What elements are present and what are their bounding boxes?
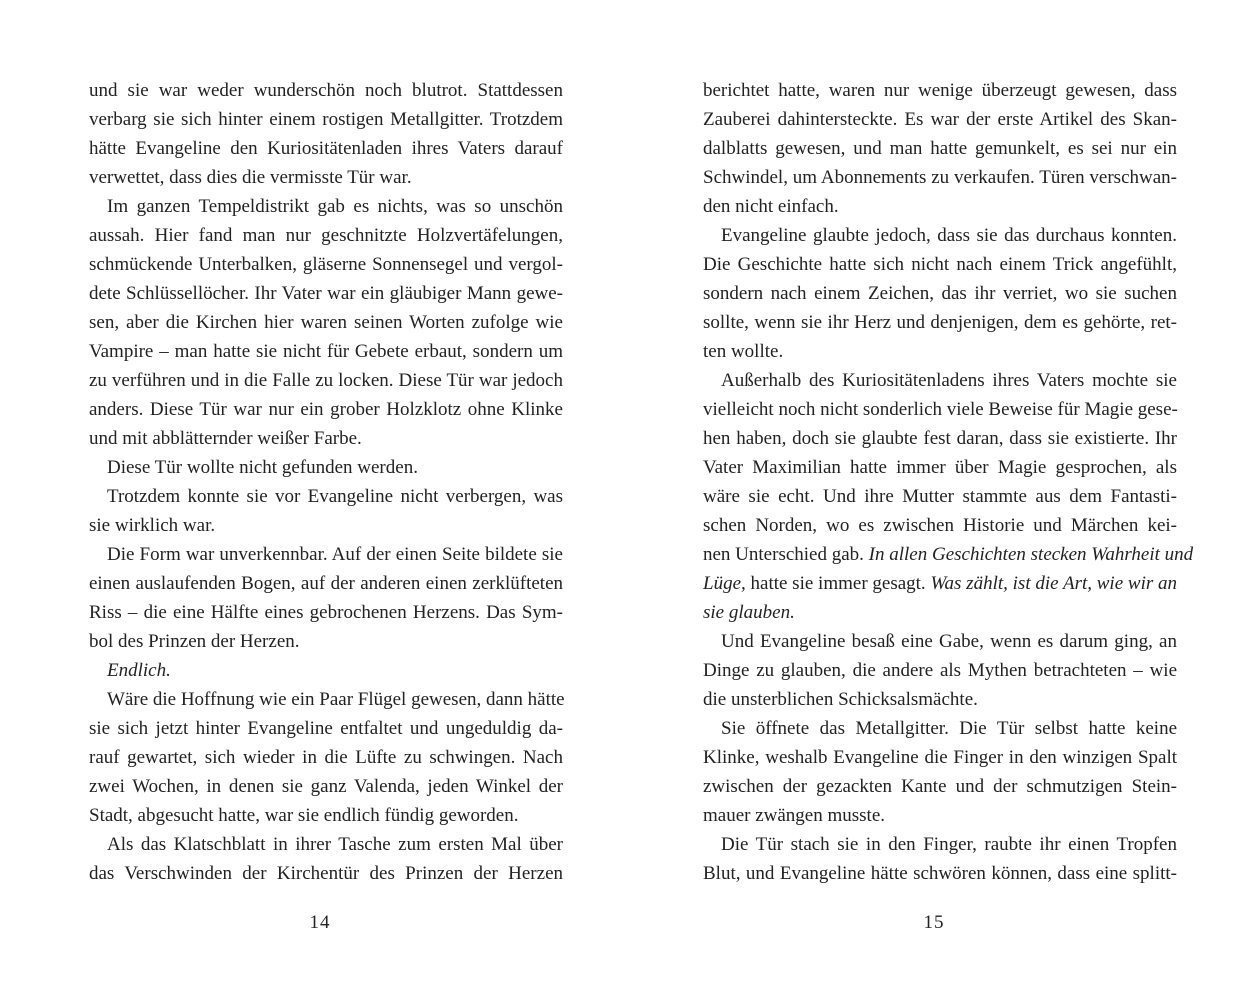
page-number-right: 15 bbox=[923, 912, 945, 933]
text-line: die unsterblichen Schicksalsmächte. bbox=[703, 689, 978, 710]
text-line: berichtet hatte, waren nur wenige überzeugt gewesen, dass bbox=[703, 80, 1177, 101]
text-line: das Verschwinden der Kirchentür des Prinzen der Herzen bbox=[89, 863, 563, 884]
text-line: verbarg sie sich hinter einem rostigen Metallgitter. Trotzdem bbox=[89, 109, 563, 130]
text-line: Blut, und Evangeline hätte schwören können, dass eine splitt- bbox=[703, 863, 1177, 884]
text-line: aussah. Hier fand man nur geschnitzte Holzvertäfelungen, bbox=[89, 225, 563, 246]
text-line: Diese Tür wollte nicht gefunden werden. bbox=[107, 457, 418, 478]
italic-text: Endlich. bbox=[107, 660, 171, 681]
text-line: Trotzdem konnte sie vor Evangeline nicht verbergen, was bbox=[107, 486, 563, 507]
text-line: sondern nach einem Zeichen, das ihr verriet, wo sie suchen bbox=[703, 283, 1177, 304]
text-line: und sie war weder wunderschön noch blutrot. Stattdessen bbox=[89, 80, 563, 101]
text-line: mauer zwängen musste. bbox=[703, 805, 886, 826]
text-line: bol des Prinzen der Herzen. bbox=[89, 631, 300, 652]
text-line: und mit abblätternder weißer Farbe. bbox=[89, 428, 362, 449]
text-line: sollte, wenn sie ihr Herz und denjenigen, dem es gehörte, ret- bbox=[703, 312, 1177, 333]
text-line: sie sich jetzt hinter Evangeline entfaltet und ungeduldig da- bbox=[89, 718, 563, 739]
text-line: ten wollte. bbox=[703, 341, 784, 362]
text-line bbox=[703, 598, 1177, 627]
italic-text: sie glauben. bbox=[703, 602, 795, 623]
text-line: Als das Klatschblatt in ihrer Tasche zum ersten Mal über bbox=[107, 834, 563, 855]
text-line: den nicht einfach. bbox=[703, 196, 839, 217]
text-line bbox=[703, 540, 1194, 569]
text-line: schmückende Unterbalken, gläserne Sonnensegel und vergol- bbox=[89, 254, 563, 275]
text-line: Evangeline glaubte jedoch, dass sie das durchaus konnten. bbox=[721, 225, 1177, 246]
text-line: Riss – die eine Hälfte eines gebrochenen Herzens. Das Sym- bbox=[89, 602, 563, 623]
text-line: hätte Evangeline den Kuriositätenladen ihres Vaters darauf bbox=[89, 138, 563, 159]
text-line: hen haben, doch sie glaubte fest daran, dass sie existierte. Ihr bbox=[703, 428, 1177, 449]
page-number-left: 14 bbox=[309, 912, 331, 933]
text-line: wäre sie echt. Und ihre Mutter stammte aus dem Fantasti- bbox=[703, 486, 1177, 507]
text-line: Im ganzen Tempeldistrikt gab es nichts, was so unschön bbox=[107, 196, 563, 217]
text-line: vielleicht noch nicht sonderlich viele Beweise für Magie gese- bbox=[703, 399, 1178, 420]
text-line: Die Form war unverkennbar. Auf der einen Seite bildete sie bbox=[107, 544, 563, 565]
text-line: Vater Maximilian hatte immer über Magie gesprochen, als bbox=[703, 457, 1177, 478]
text-line: sen, aber die Kirchen hier waren seinen Worten zufolge wie bbox=[89, 312, 563, 333]
text-line: einen auslaufenden Bogen, auf der anderen einen zerklüfteten bbox=[89, 573, 563, 594]
text-line: sie wirklich war. bbox=[89, 515, 216, 536]
text-line: Wäre die Hoffnung wie ein Paar Flügel gewesen, dann hätte bbox=[107, 689, 565, 710]
text-line: zu verführen und in die Falle zu locken. Diese Tür war jedoch bbox=[89, 370, 563, 391]
text-line bbox=[89, 656, 563, 685]
text-line: verwettet, dass dies die vermisste Tür war. bbox=[89, 167, 412, 188]
text-segment: hatte sie immer gesagt. bbox=[745, 573, 931, 594]
text-line: zwei Wochen, in denen sie ganz Valenda, jeden Winkel der bbox=[89, 776, 563, 797]
text-line: Außerhalb des Kuriositätenladens ihres Vaters mochte sie bbox=[721, 370, 1177, 391]
text-line: Dinge zu glauben, die andere als Mythen betrachteten – wie bbox=[703, 660, 1177, 681]
text-line: Die Tür stach sie in den Finger, raubte ihr einen Tropfen bbox=[721, 834, 1177, 855]
text-line: schen Norden, wo es zwischen Historie und Märchen kei- bbox=[703, 515, 1177, 536]
text-line: Die Geschichte hatte sich nicht nach einem Trick angefühlt, bbox=[703, 254, 1177, 275]
text-line bbox=[703, 569, 1177, 598]
text-line: Sie öffnete das Metallgitter. Die Tür selbst hatte keine bbox=[721, 718, 1177, 739]
text-segment: nen Unterschied gab. bbox=[703, 544, 869, 565]
italic-text: Was zählt, ist die Art, wie wir an bbox=[930, 573, 1177, 594]
text-line: Und Evangeline besaß eine Gabe, wenn es darum ging, an bbox=[721, 631, 1177, 652]
text-line: Stadt, abgesucht hatte, war sie endlich fündig geworden. bbox=[89, 805, 519, 826]
text-line: Vampire – man hatte sie nicht für Gebete erbaut, sondern um bbox=[89, 341, 563, 362]
text-line: Zauberei dahintersteckte. Es war der erste Artikel des Skan- bbox=[703, 109, 1177, 130]
text-line: rauf gewartet, sich wieder in die Lüfte zu schwingen. Nach bbox=[89, 747, 563, 768]
italic-text: Lüge, bbox=[703, 573, 746, 594]
left-page-text bbox=[89, 76, 563, 956]
text-line: dalblatts gewesen, und man hatte gemunkelt, es sei nur ein bbox=[703, 138, 1177, 159]
text-line: anders. Diese Tür war nur ein grober Holzklotz ohne Klinke bbox=[89, 399, 563, 420]
text-line: dete Schlüssellöcher. Ihr Vater war ein gläubiger Mann gewe- bbox=[89, 283, 563, 304]
text-line: zwischen der gezackten Kante und der schmutzigen Stein- bbox=[703, 776, 1177, 797]
right-page-text bbox=[703, 76, 1194, 956]
text-line: Schwindel, um Abonnements zu verkaufen. Türen verschwan- bbox=[703, 167, 1177, 188]
italic-text: In allen Geschichten stecken Wahrheit und bbox=[868, 544, 1194, 565]
text-line: Klinke, weshalb Evangeline die Finger in den winzigen Spalt bbox=[703, 747, 1177, 768]
